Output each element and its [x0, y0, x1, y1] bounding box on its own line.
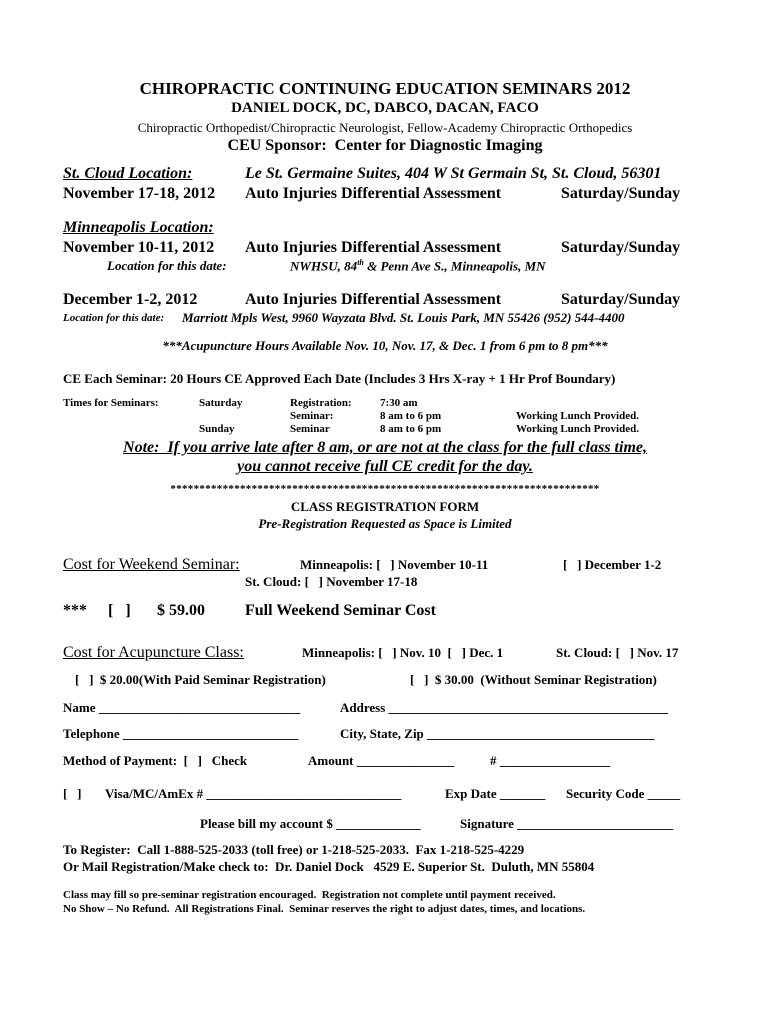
form-title: CLASS REGISTRATION FORM	[290, 499, 480, 514]
st-cloud-address: Le St. Germaine Suites, 404 W St Germain St, St. Cloud, 56301	[245, 165, 662, 182]
registration-time: 7:30 am	[380, 397, 418, 409]
minneapolis-nov-location-label: Location for this date:	[107, 258, 227, 273]
st-cloud-days: Saturday/Sunday	[561, 185, 681, 202]
times-sunday: Sunday	[199, 423, 235, 435]
acupuncture-hours-note: ***Acupuncture Hours Available Nov. 10, Nov. 17, & Dec. 1 from 6 pm to 8 pm***	[162, 338, 608, 353]
seminar-time-sunday: 8 am to 6 pm	[380, 423, 442, 435]
ce-statement: CE Each Seminar: 20 Hours CE Approved Each Date (Includes 3 Hrs X-ray + 1 Hr Prof Boundary)	[63, 371, 616, 386]
name-field[interactable]: Name _______________________________	[63, 700, 301, 715]
seminar-label-saturday: Seminar:	[290, 410, 334, 422]
minneapolis-dec-days: Saturday/Sunday	[561, 291, 681, 308]
card-number-field[interactable]: Visa/MC/AmEx # ______________________________	[105, 786, 402, 801]
minneapolis-nov-days: Saturday/Sunday	[561, 239, 681, 256]
acupuncture-cost-label: Cost for Acupuncture Class:	[63, 644, 244, 661]
register-phone: To Register: Call 1-888-525-2033 (toll free) or 1-218-525-2033. Fax 1-218-525-4229	[63, 842, 525, 857]
acupuncture-minneapolis-options[interactable]: Minneapolis: [ ] Nov. 10 [ ] Dec. 1	[302, 645, 504, 660]
presenter-name: DANIEL DOCK, DC, DABCO, DACAN, FACO	[231, 100, 539, 116]
lunch-saturday: Working Lunch Provided.	[516, 410, 639, 422]
acupuncture-st-cloud-option[interactable]: St. Cloud: [ ] Nov. 17	[556, 645, 679, 660]
st-cloud-location-label: St. Cloud Location:	[63, 165, 193, 182]
ceu-sponsor: CEU Sponsor: Center for Diagnostic Imaging	[227, 137, 543, 154]
weekend-st-cloud-option[interactable]: St. Cloud: [ ] November 17-18	[245, 574, 418, 589]
full-weekend-checkbox[interactable]: [ ]	[108, 602, 131, 619]
minneapolis-dec-date: December 1-2, 2012	[63, 291, 198, 308]
late-arrival-note-2: you cannot receive full CE credit for the day.	[237, 458, 533, 475]
minneapolis-location-label: Minneapolis Location:	[63, 219, 214, 236]
weekend-cost-label: Cost for Weekend Seminar:	[63, 556, 240, 573]
form-subtitle: Pre-Registration Requested as Space is Limited	[258, 516, 512, 531]
minneapolis-dec-location-label: Location for this date:	[63, 312, 165, 324]
footer-note-1: Class may fill so pre-seminar registration encouraged. Registration not complete until payment received.	[63, 889, 556, 901]
st-cloud-date: November 17-18, 2012	[63, 185, 216, 202]
exp-date-field[interactable]: Exp Date _______	[445, 786, 546, 801]
minneapolis-dec-course: Auto Injuries Differential Assessment	[245, 291, 502, 308]
telephone-field[interactable]: Telephone ___________________________	[63, 726, 299, 741]
times-saturday: Saturday	[199, 397, 243, 409]
presenter-specialties: Chiropractic Orthopedist/Chiropractic Neurologist, Fellow-Academy Chiropractic Orthopedics	[137, 120, 633, 135]
register-mail: Or Mail Registration/Make check to: Dr. Daniel Dock 4529 E. Superior St. Duluth, MN 55804	[63, 859, 595, 874]
weekend-minneapolis-option[interactable]: Minneapolis: [ ] November 10-11	[300, 557, 489, 572]
minneapolis-dec-location: Marriott Mpls West, 9960 Wayzata Blvd. St. Louis Park, MN 55426 (952) 544-4400	[182, 310, 625, 325]
acupuncture-without-seminar-option[interactable]: [ ] $ 30.00 (Without Seminar Registration)	[410, 672, 657, 687]
acupuncture-with-seminar-option[interactable]: [ ] $ 20.00(With Paid Seminar Registration)	[75, 672, 326, 687]
seminar-time-saturday: 8 am to 6 pm	[380, 410, 442, 422]
card-checkbox[interactable]: [ ]	[63, 786, 82, 801]
minneapolis-nov-location: NWHSU, 84th & Penn Ave S., Minneapolis, MN	[290, 258, 546, 274]
lunch-sunday: Working Lunch Provided.	[516, 423, 639, 435]
registration-label: Registration:	[290, 397, 352, 409]
footer-note-2: No Show – No Refund. All Registrations Final. Seminar reserves the right to adjust dates, times, and locations.	[63, 903, 586, 915]
full-weekend-description: Full Weekend Seminar Cost	[245, 602, 436, 619]
late-arrival-note: Note: If you arrive late after 8 am, or are not at the class for the full class time,	[123, 439, 647, 456]
bill-account-field[interactable]: Please bill my account $ _____________	[200, 816, 421, 831]
full-weekend-price: $ 59.00	[157, 602, 205, 619]
city-state-zip-field[interactable]: City, State, Zip ___________________________________	[340, 726, 655, 741]
minneapolis-nov-date: November 10-11, 2012	[63, 239, 215, 256]
check-number-field[interactable]: # _________________	[490, 753, 611, 768]
page-title: CHIROPRACTIC CONTINUING EDUCATION SEMINARS 2012	[139, 79, 631, 98]
amount-field[interactable]: Amount _______________	[308, 753, 455, 768]
st-cloud-course: Auto Injuries Differential Assessment	[245, 185, 502, 202]
seminar-label-sunday: Seminar	[290, 423, 330, 435]
divider: **************************************************************************	[170, 483, 600, 495]
weekend-stars: ***	[63, 602, 87, 619]
weekend-december-option[interactable]: [ ] December 1-2	[563, 557, 662, 572]
security-code-field[interactable]: Security Code _____	[566, 786, 681, 801]
times-label: Times for Seminars:	[63, 397, 159, 409]
minneapolis-nov-course: Auto Injuries Differential Assessment	[245, 239, 502, 256]
address-field[interactable]: Address ___________________________________________	[340, 700, 669, 715]
signature-field[interactable]: Signature ________________________	[460, 816, 674, 831]
payment-method-check[interactable]: Method of Payment: [ ] Check	[63, 753, 248, 768]
